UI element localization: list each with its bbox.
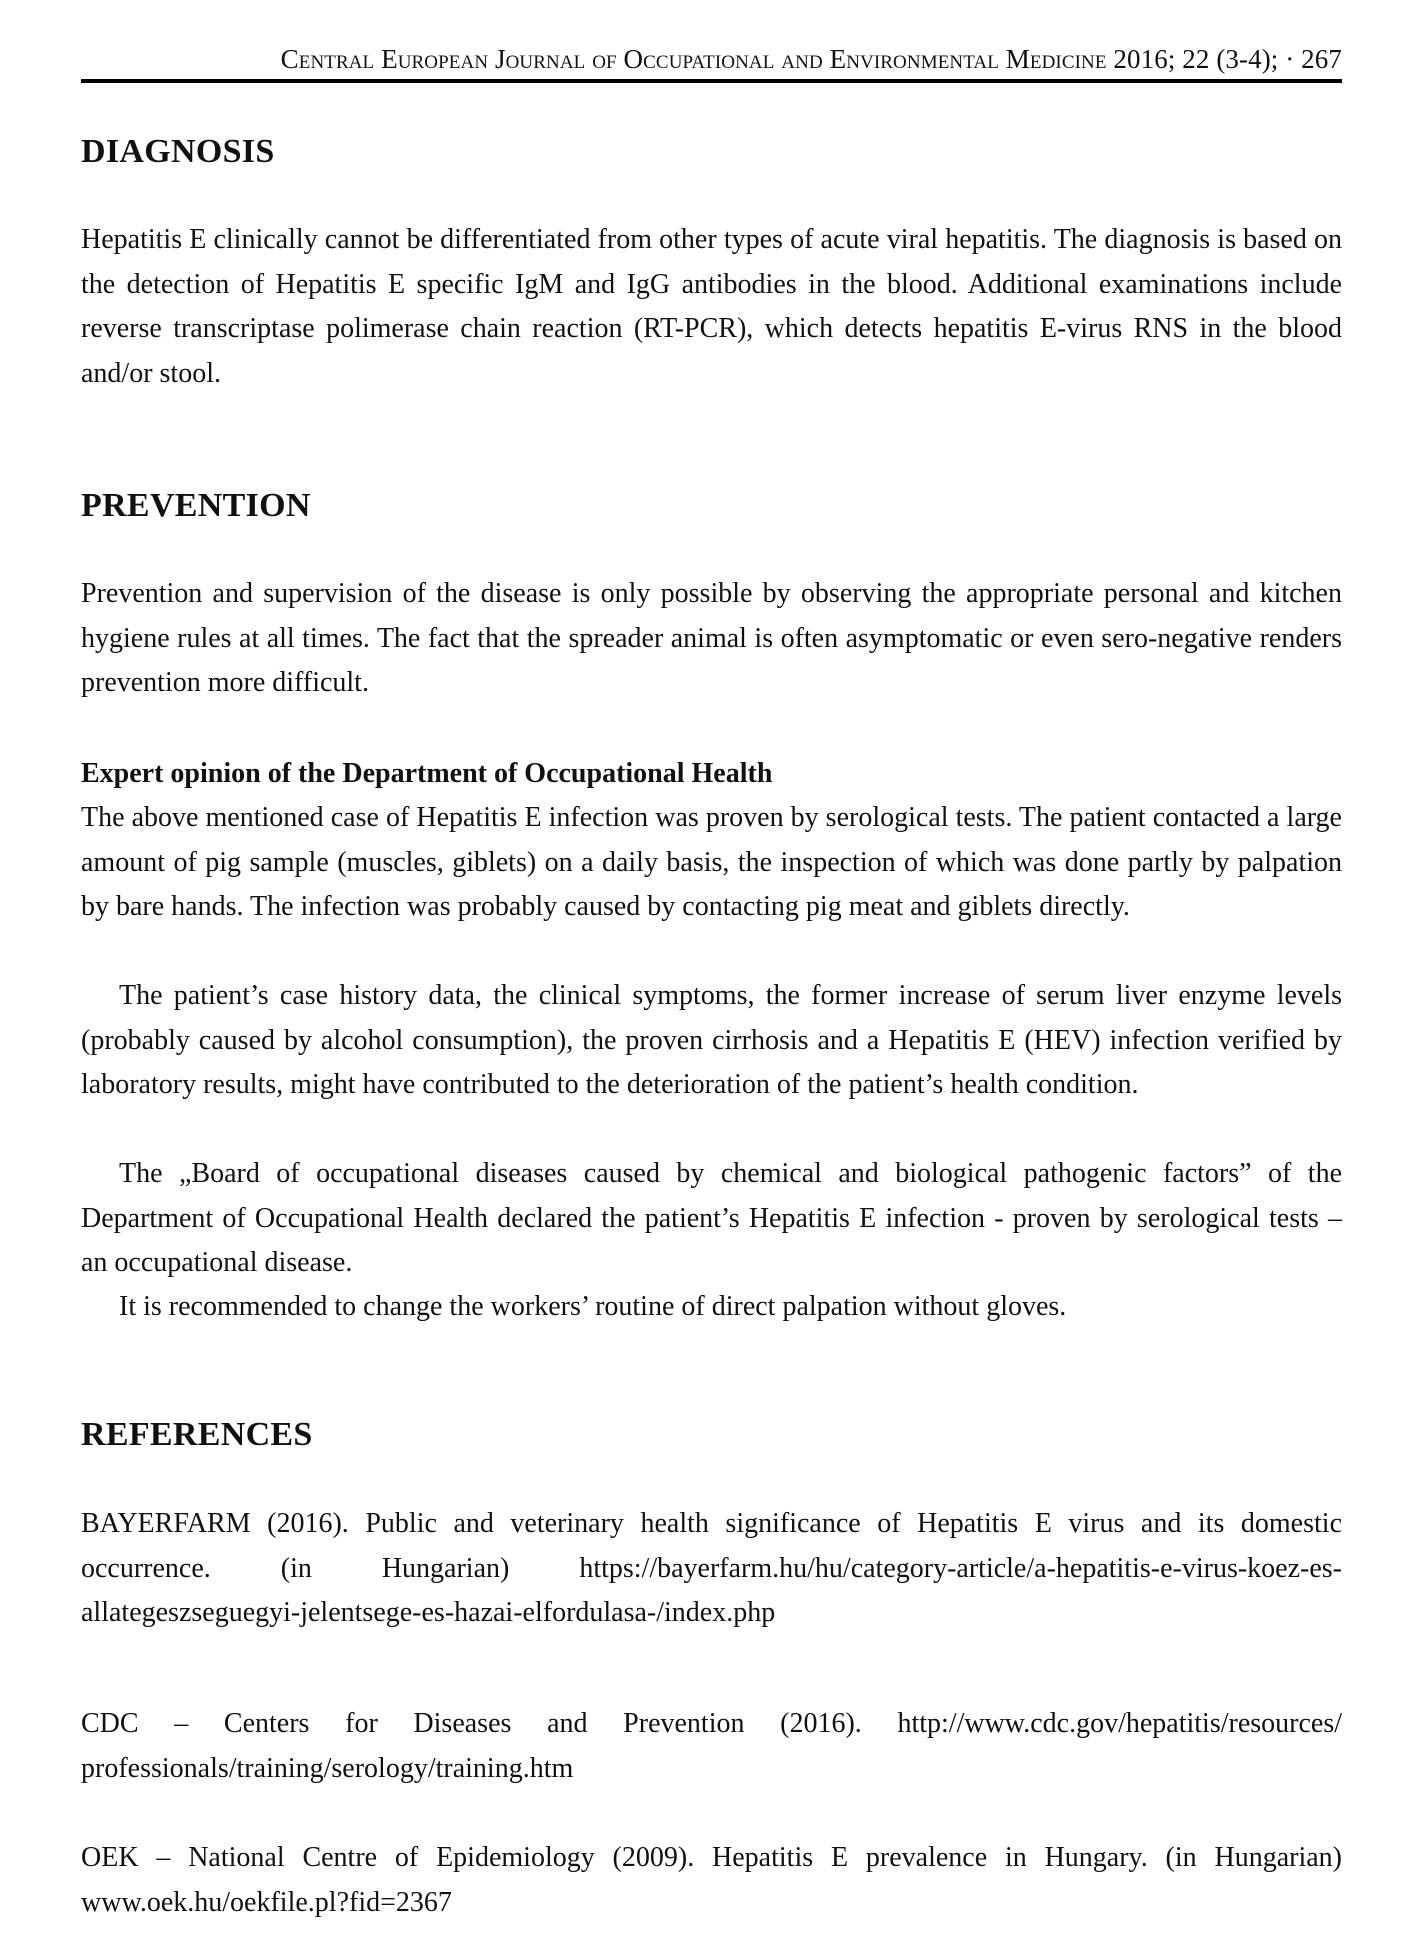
expert-opinion-paragraph-2: The patient’s case history data, the clinical symptoms, the former increase of serum liver enzyme levels (probably caused by alcohol consumption), the proven cirrhosis and a Hepatitis E (HEV) infection verified by laboratory results, might have contributed to the deterioration of the patient’s health condition.: [81, 980, 1342, 1100]
heading-references: REFERENCES: [81, 1416, 313, 1453]
reference-item-bayerfarm: BAYERFARM (2016). Public and veterinary health significance of Hepatitis E virus and its domestic occurrence. (in Hungarian) https://bayerfarm.hu/hu/category-article/a-hepatitis-e-virus-koez-es-allategeszseguegyi-jelentsege-es-hazai-elfordulasa-/index.php: [81, 1508, 1342, 1628]
expert-opinion-subheading: Expert opinion of the Department of Occupational Health: [81, 758, 773, 789]
header-rule: [81, 79, 1342, 83]
running-head: Central European Journal of Occupational and Environmental Medicine 2016; 22 (3-4); · 267: [280, 44, 1342, 74]
prevention-paragraph: Prevention and supervision of the disease is only possible by observing the appropriate personal and kitchen hygiene rules at all times. The fact that the spreader animal is often asymptomatic or even sero-negative renders prevention more difficult.: [81, 578, 1342, 698]
heading-diagnosis: DIAGNOSIS: [81, 133, 275, 170]
reference-item-oek: OEK – National Centre of Epidemiology (2009). Hepatitis E prevalence in Hungary. (in Hungarian) www.oek.hu/oekfile.pl?fid=2367: [81, 1842, 1342, 1918]
reference-item-cdc: CDC – Centers for Diseases and Prevention (2016). http://www.cdc.gov/hepatitis/resources/ professionals/training/serology/training.htm: [81, 1708, 1342, 1784]
diagnosis-paragraph: Hepatitis E clinically cannot be differentiated from other types of acute viral hepatitis. The diagnosis is based on the detection of Hepatitis E specific IgM and IgG antibodies in the blood. Additional examinations include reverse transcriptase polimerase chain reaction (RT-PCR), which detects hepatitis E-virus RNS in the blood and/or stool.: [81, 224, 1342, 389]
expert-opinion-paragraph-1: The above mentioned case of Hepatitis E infection was proven by serological tests. The patient contacted a large amount of pig sample (muscles, giblets) on a daily basis, the inspection of which was done partly by palpation by bare hands. The infection was probably caused by contacting pig meat and giblets directly.: [81, 802, 1342, 922]
heading-prevention: PREVENTION: [81, 487, 311, 524]
expert-opinion-paragraph-3: The „Board of occupational diseases caused by chemical and biological pathogenic factors” of the Department of Occupational Health declared the patient’s Hepatitis E infection - proven by serological tests – an occupational disease.: [81, 1158, 1342, 1278]
expert-opinion-paragraph-4: It is recommended to change the workers’ routine of direct palpation without gloves.: [119, 1291, 1067, 1322]
